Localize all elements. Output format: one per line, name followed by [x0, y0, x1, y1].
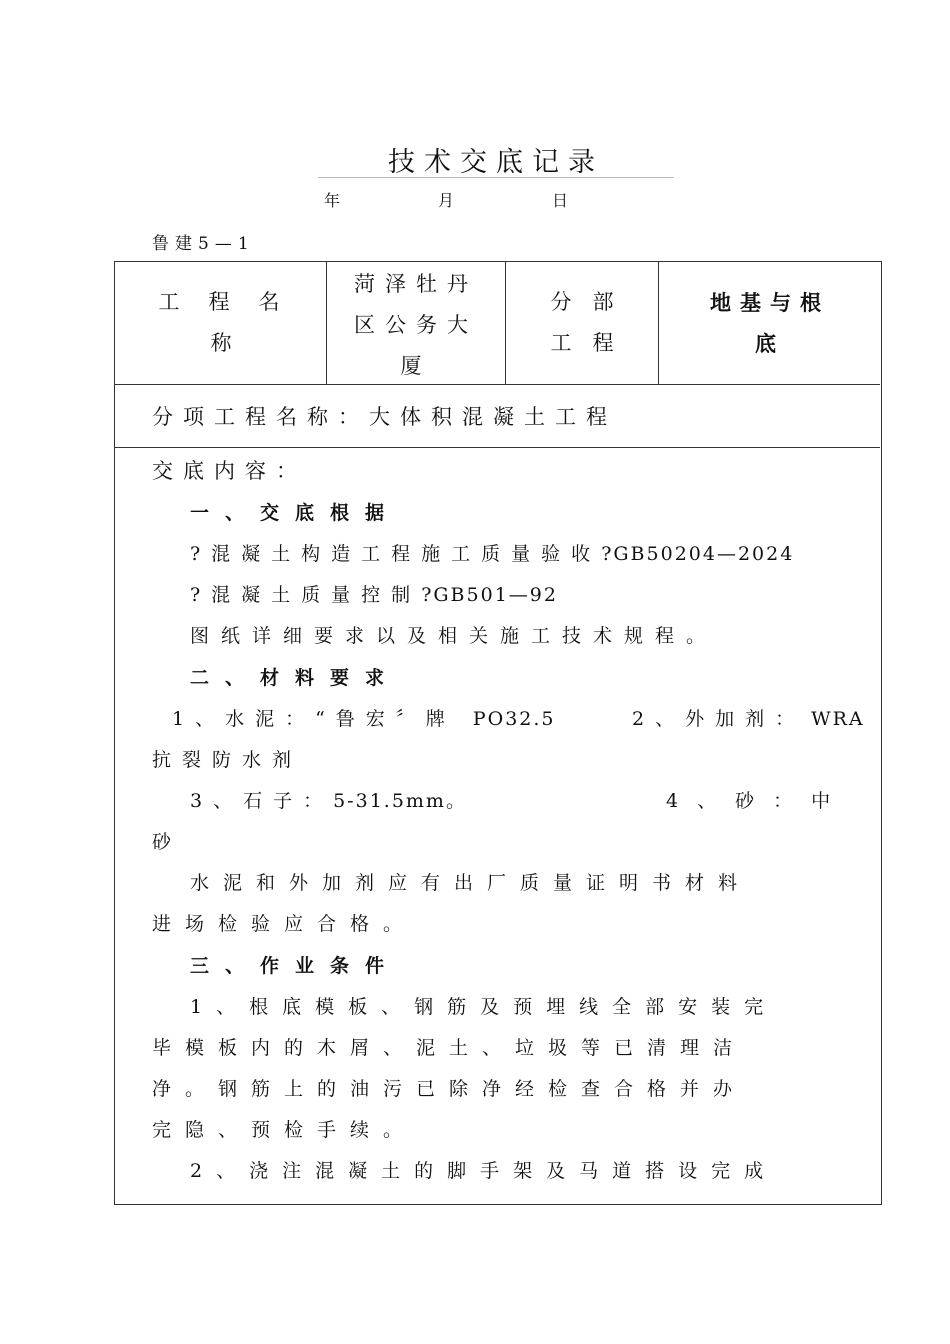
project-name-label: 工 程 名 称: [158, 290, 284, 355]
condition-line: 1、根底模板、钢筋及预埋线全部安装完: [190, 996, 778, 1018]
date-year: 年: [324, 191, 341, 210]
date-month: 月: [438, 191, 455, 210]
material-stone: 3、石子：5-31.5mm。: [190, 790, 467, 812]
condition-line: 净。钢筋上的油污已除净经检查合格并办: [152, 1078, 747, 1100]
standard-gb501: ?混凝土质量控制?GB501—92: [190, 584, 558, 606]
material-admixture-name: 抗裂防水剂: [152, 749, 303, 771]
condition-line: 完隐、预检手续。: [152, 1119, 417, 1141]
section-basis-title: 一、交底根据: [190, 502, 401, 524]
column-divider: [505, 261, 506, 384]
section-conditions-title: 三、作业条件: [190, 955, 401, 977]
form-code: 鲁建5—1: [152, 234, 255, 254]
date-day: 日: [552, 191, 569, 210]
title-underline: [318, 177, 674, 178]
material-sand-type: 砂: [152, 831, 183, 853]
page-title: 技术交底记录: [388, 147, 604, 178]
material-sand: 4、砂：中: [666, 790, 850, 812]
material-inspection: 进场检验应合格。: [152, 913, 417, 935]
basis-drawings: 图纸详细要求以及相关施工技术规程。: [190, 625, 718, 647]
material-admixture: 2、外加剂： WRA: [632, 708, 865, 730]
division-label: 分 部 工 程: [550, 290, 614, 355]
section-materials-title: 二、材料要求: [190, 667, 401, 689]
material-cement-admixture: 1、水泥：“鲁宏〞牌 PO32.5: [172, 708, 556, 730]
standard-gb50204: ?混凝土构造工程施工质量验收?GB50204—2024: [190, 543, 795, 565]
content-label: 交底内容：: [152, 459, 307, 483]
material-certificate: 水泥和外加剂应有出厂质量证明书材料: [190, 872, 752, 894]
column-divider: [658, 261, 659, 384]
condition-line: 毕模板内的木屑、泥土、垃圾等已清理洁: [152, 1037, 747, 1059]
division-value: 地基与根 底: [710, 290, 830, 356]
condition-line: 2、浇注混凝土的脚手架及马道搭设完成: [190, 1160, 778, 1182]
project-name-value: 菏泽牡丹 区公务大 厦: [354, 272, 478, 378]
row-divider: [114, 447, 880, 448]
subitem-name: 分项工程名称：大体积混凝土工程: [152, 405, 617, 429]
column-divider: [326, 261, 327, 384]
